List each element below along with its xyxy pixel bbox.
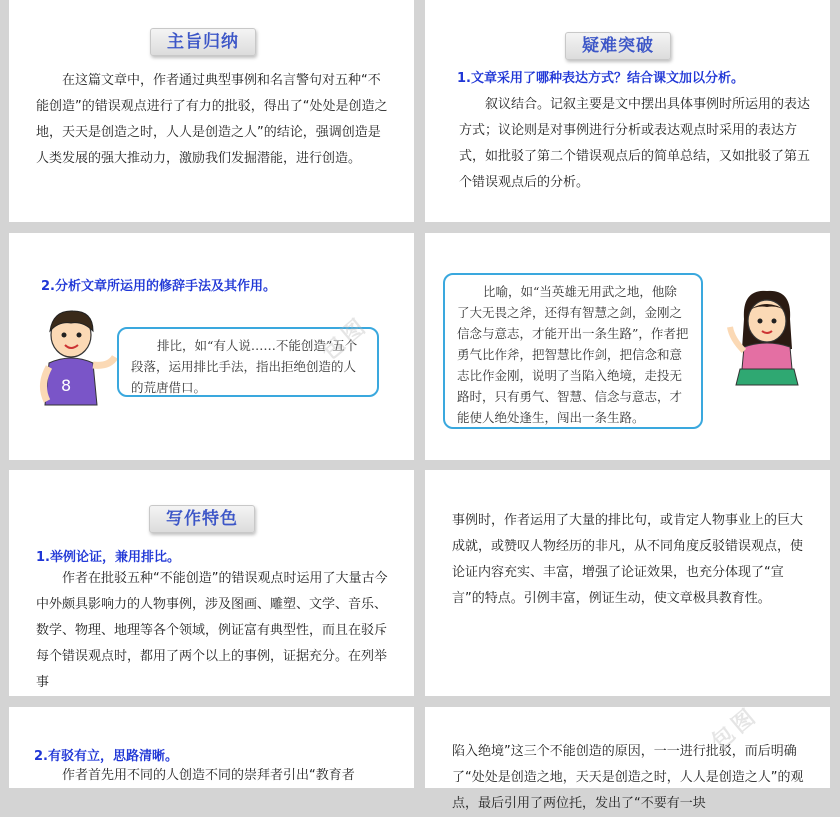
slide-theme-summary [9, 0, 414, 222]
writing-feature-1-text-cont: 事例时，作者运用了大量的排比句，或肯定人物事业上的巨大成就，或赞叹人物经历的非凡，从不同角度反驳错误观点，使论证内容充实、丰富，增强了论证效果，也充分体现了“宣言”的特点。引例丰富，例证生动，使文章极具教育性。 [452, 513, 804, 606]
girl-cartoon-icon [722, 289, 812, 389]
slide-writing-features-cont [425, 470, 830, 696]
writing-feature-1-text: 作者在批驳五种“不能创造”的错误观点时运用了大量古今中外颇具影响力的人物事例，涉及图画、雕塑、文学、音乐、数学、物理、地理等各个领域，例证富有典型性，而且在驳斥每个错误观点时，都用了两个以上的事例，证据充分。在列举事 [36, 571, 388, 690]
rhetoric-bubble-parallelism: 排比，如“有人说……不能创造”五个段落，运用排比手法，指出拒绝创造的人的荒唐借口。 [117, 327, 379, 397]
boy-cartoon-icon [33, 305, 123, 415]
difficulty-title: 疑难突破 [565, 32, 671, 60]
svg-text:8: 8 [61, 376, 72, 395]
writing-feature-2: 2.有驳有立，思路清晰。 [34, 749, 178, 764]
slide-argument-structure [9, 707, 414, 788]
slide-rhetoric-2 [425, 233, 830, 460]
theme-summary-title: 主旨归纳 [150, 28, 256, 56]
slide-writing-features [9, 470, 414, 696]
difficulty-question: 1.文章采用了哪种表达方式？结合课文加以分析。 [457, 71, 744, 86]
writing-feature-2-text-cont: 陷入绝境”这三个不能创造的原因，一一进行批驳，而后明确了“处处是创造之地，天天是创造之时，人人是创造之人”的观点，最后引用了两位托，发出了“不要有一块 [452, 744, 804, 811]
theme-summary-text: 在这篇文章中，作者通过典型事例和名言警句对五种“不能创造”的错误观点进行了有力的批驳，得出了“处处是创造之地，天天是创造之时，人人是创造之人”的结论，强调创造是人类发展的强大推动力，激励我们发掘潜能，进行创造。 [36, 73, 388, 166]
slide-argument-structure-cont [425, 707, 830, 811]
difficulty-answer: 叙议结合。记叙主要是文中摆出具体事例时所运用的表达方式；议论则是对事例进行分析或表达观点时采用的表达方式，如批驳了第二个错误观点后的简单总结，又如批驳了第五个错误观点后的分析。 [459, 97, 811, 190]
watermark-text: 包图 [707, 702, 764, 756]
rhetoric-question: 2.分析文章所运用的修辞手法及其作用。 [41, 279, 276, 294]
writing-feature-1: 1.举例论证，兼用排比。 [36, 550, 180, 565]
writing-features-title: 写作特色 [149, 505, 255, 533]
slide-difficulty [425, 0, 830, 222]
watermark-text: 包图 [317, 312, 374, 366]
rhetoric-bubble-metaphor: 比喻，如“当英雄无用武之地，他除了大无畏之斧，还得有智慧之剑，金刚之信念与意志，才能开出一条生路”，作者把勇气比作斧，把智慧比作剑，把信念和意志比作金刚，说明了当陷入绝境，走投无路时，只有勇气、智慧、信念与意志，才能使人绝处逢生，闯出一条生路。 [443, 273, 703, 429]
writing-feature-2-text: 作者首先用不同的人创造不同的崇拜者引出“教育者 [62, 768, 355, 783]
